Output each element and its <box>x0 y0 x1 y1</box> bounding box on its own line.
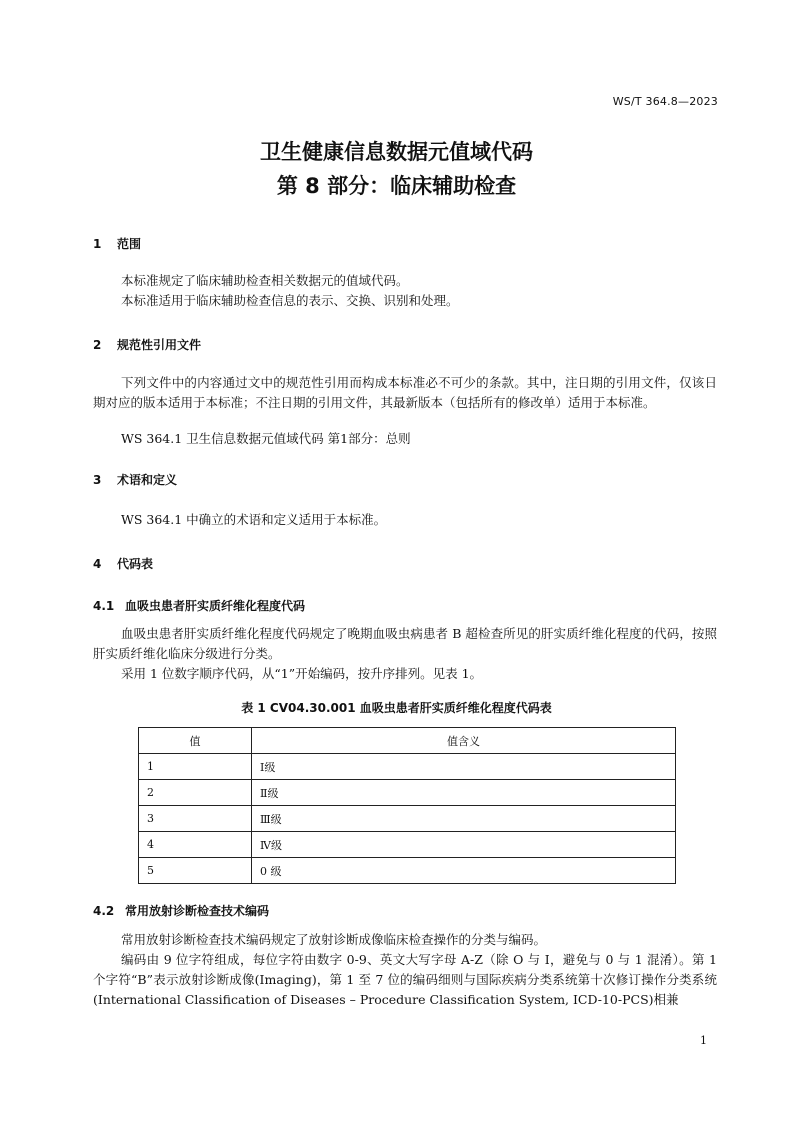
paragraph: 采用 1 位数字顺序代码，从“1”开始编码，按升序排列。见表 1。 <box>121 666 483 681</box>
document-title: 卫生健康信息数据元值域代码 <box>260 140 533 164</box>
paragraph: 编码由 9 位字符组成，每位字符由数字 0-9、英文大写字母 A-Z（除 O 与 I，避免与 0 与 1 混淆）。第 1 个字符“B”表示放射诊断成像(Imaging)，第 1 至 7 位的编码细则与国际疾病分类系统第十次修订操作分类系统(International Classification of Diseases – Procedure Classification System, ICD-10-PCS)相兼 <box>93 952 717 1007</box>
section-title: 常用放射诊断检查技术编码 <box>125 904 270 918</box>
table-header-row <box>139 728 676 754</box>
paragraph: 本标准适用于临床辅助检查信息的表示、交换、识别和处理。 <box>121 293 459 308</box>
table-cell-code: 1 <box>139 754 252 780</box>
section-1-heading <box>93 235 141 252</box>
section-number: 4.2 <box>93 904 115 918</box>
column-header: 值 <box>139 728 252 754</box>
paragraph: WS 364.1 卫生信息数据元值域代码 第1部分：总则 <box>121 431 411 446</box>
section-number: 2 <box>93 338 102 352</box>
section-title: 血吸虫患者肝实质纤维化程度代码 <box>125 599 306 613</box>
section-title: 术语和定义 <box>117 473 178 487</box>
paragraph: 本标准规定了临床辅助检查相关数据元的值域代码。 <box>121 273 409 288</box>
section-4-heading <box>93 555 153 572</box>
code-table <box>138 727 676 884</box>
section-4-2-heading <box>93 902 269 919</box>
table-row <box>139 832 676 858</box>
page-number: 1 <box>700 1034 707 1047</box>
section-3-heading <box>93 471 177 488</box>
paragraph: 常用放射诊断检查技术编码规定了放射诊断成像临床检查操作的分类与编码。 <box>121 932 547 947</box>
paragraph: 血吸虫患者肝实质纤维化程度代码规定了晚期血吸虫病患者 B 超检查所见的肝实质纤维化程度的代码，按照肝实质纤维化临床分级进行分类。 <box>93 626 717 661</box>
table-caption: 表 1 CV04.30.001 血吸虫患者肝实质纤维化程度代码表 <box>241 701 552 715</box>
document-subtitle: 第 8 部分：临床辅助检查 <box>276 174 517 198</box>
column-header: 值含义 <box>252 728 676 754</box>
section-title: 范围 <box>117 237 142 251</box>
section-number: 4.1 <box>93 599 115 613</box>
table-cell-code: 4 <box>139 832 252 858</box>
table-row <box>139 858 676 884</box>
section-number: 4 <box>93 557 102 571</box>
table-cell-meaning: Ⅳ级 <box>252 832 676 858</box>
table-cell-meaning: Ⅲ级 <box>252 806 676 832</box>
section-number: 3 <box>93 473 102 487</box>
section-title: 规范性引用文件 <box>117 338 202 352</box>
section-title: 代码表 <box>117 557 154 571</box>
paragraph: 下列文件中的内容通过文中的规范性引用而构成本标准必不可少的条款。其中，注日期的引用文件，仅该日期对应的版本适用于本标准；不注日期的引用文件，其最新版本（包括所有的修改单）适用于本标准。 <box>93 375 717 410</box>
table-cell-code: 3 <box>139 806 252 832</box>
section-4-1-heading <box>93 597 305 614</box>
section-number: 1 <box>93 237 102 251</box>
table-cell-code: 5 <box>139 858 252 884</box>
table-row <box>139 780 676 806</box>
section-2-heading <box>93 336 201 353</box>
table-cell-meaning: 0 级 <box>252 858 676 884</box>
standard-number: WS/T 364.8—2023 <box>612 95 718 108</box>
table-row <box>139 806 676 832</box>
paragraph: WS 364.1 中确立的术语和定义适用于本标准。 <box>121 512 387 527</box>
table-cell-code: 2 <box>139 780 252 806</box>
table-cell-meaning: Ⅰ级 <box>252 754 676 780</box>
table-cell-meaning: Ⅱ级 <box>252 780 676 806</box>
table-row <box>139 754 676 780</box>
